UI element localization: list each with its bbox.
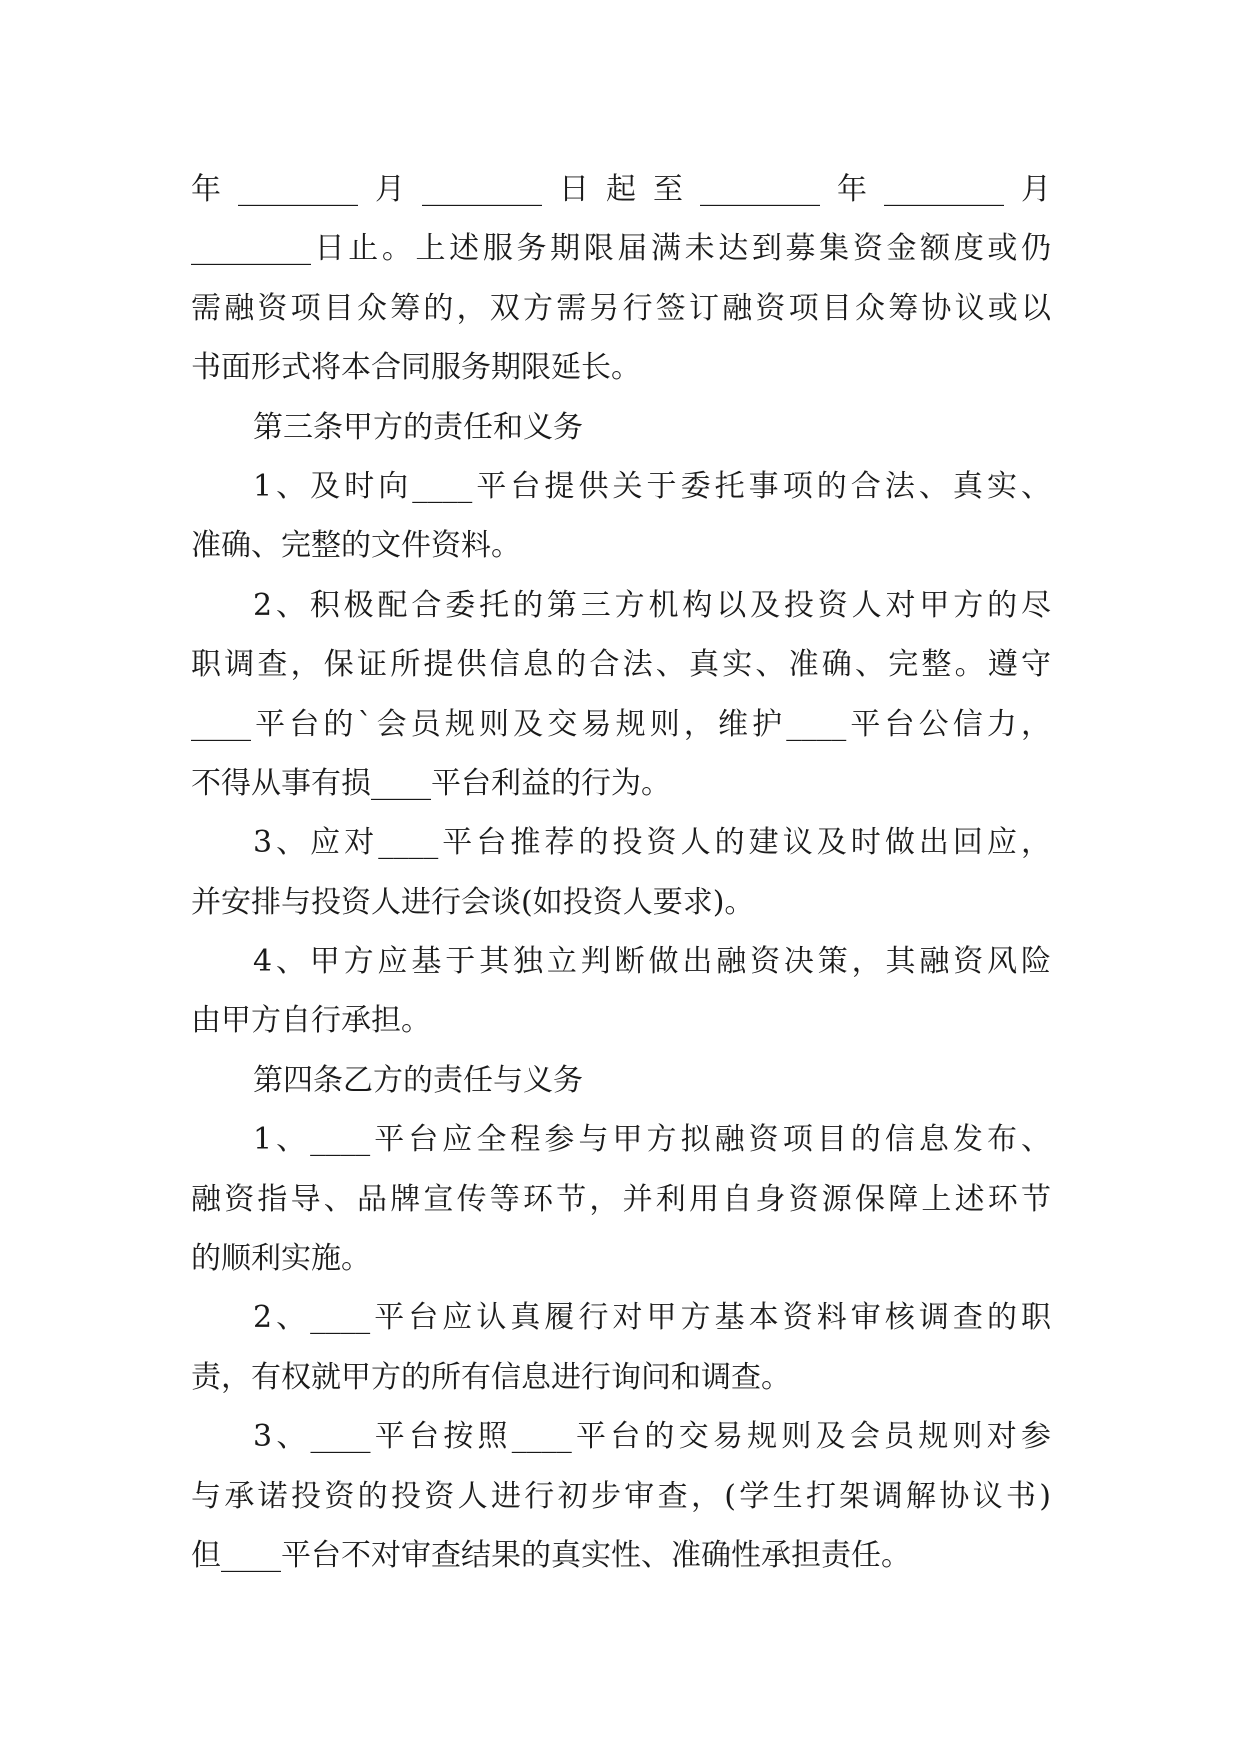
paragraph-line: 准确、完整的文件资料。 [191,528,521,564]
paragraph-line: 4、甲方应基于其独立判断做出融资决策，其融资风险 [253,944,1051,980]
paragraph-line: ________日止。上述服务期限届满未达到募集资金额度或仍 [191,231,1051,267]
paragraph-line: 职调查，保证所提供信息的合法、真实、准确、完整。遵守 [191,647,1051,683]
paragraph-line: 与承诺投资的投资人进行初步审查，(学生打架调解协议书) [191,1478,1051,1514]
paragraph-line: 2、积极配合委托的第三方机构以及投资人对甲方的尽 [253,587,1051,623]
document-body [191,160,1051,1585]
paragraph-line: 责，有权就甲方的所有信息进行询问和调查。 [191,1359,791,1395]
paragraph-line: 年________月________日起至________年________月 [191,172,1051,207]
paragraph-line: 融资指导、品牌宣传等环节，并利用自身资源保障上述环节 [191,1181,1051,1217]
paragraph-line: 的顺利实施。 [191,1241,371,1277]
paragraph-line: 1、及时向____平台提供关于委托事项的合法、真实、 [253,468,1051,504]
paragraph-line: 需融资项目众筹的，双方需另行签订融资项目众筹协议或以 [191,290,1051,326]
paragraph-line: 书面形式将本合同服务期限延长。 [191,350,641,386]
paragraph-line: 3、应对____平台推荐的投资人的建议及时做出回应， [253,825,1051,861]
paragraph-line: 但____平台不对审查结果的真实性、准确性承担责任。 [191,1537,911,1573]
section-heading: 第三条甲方的责任和义务 [253,409,583,445]
paragraph-line: 3、____平台按照____平台的交易规则及会员规则对参 [253,1419,1051,1455]
paragraph-line: 1、____平台应全程参与甲方拟融资项目的信息发布、 [253,1122,1051,1158]
paragraph-line: 由甲方自行承担。 [191,1003,431,1039]
paragraph-line: 并安排与投资人进行会谈(如投资人要求)。 [191,884,755,920]
section-heading: 第四条乙方的责任与义务 [253,1062,583,1098]
paragraph-line: 不得从事有损____平台利益的行为。 [191,765,671,801]
paragraph-line: ____平台的`会员规则及交易规则，维护____平台公信力， [191,706,1051,742]
paragraph-line: 2、____平台应认真履行对甲方基本资料审核调查的职 [253,1300,1051,1336]
